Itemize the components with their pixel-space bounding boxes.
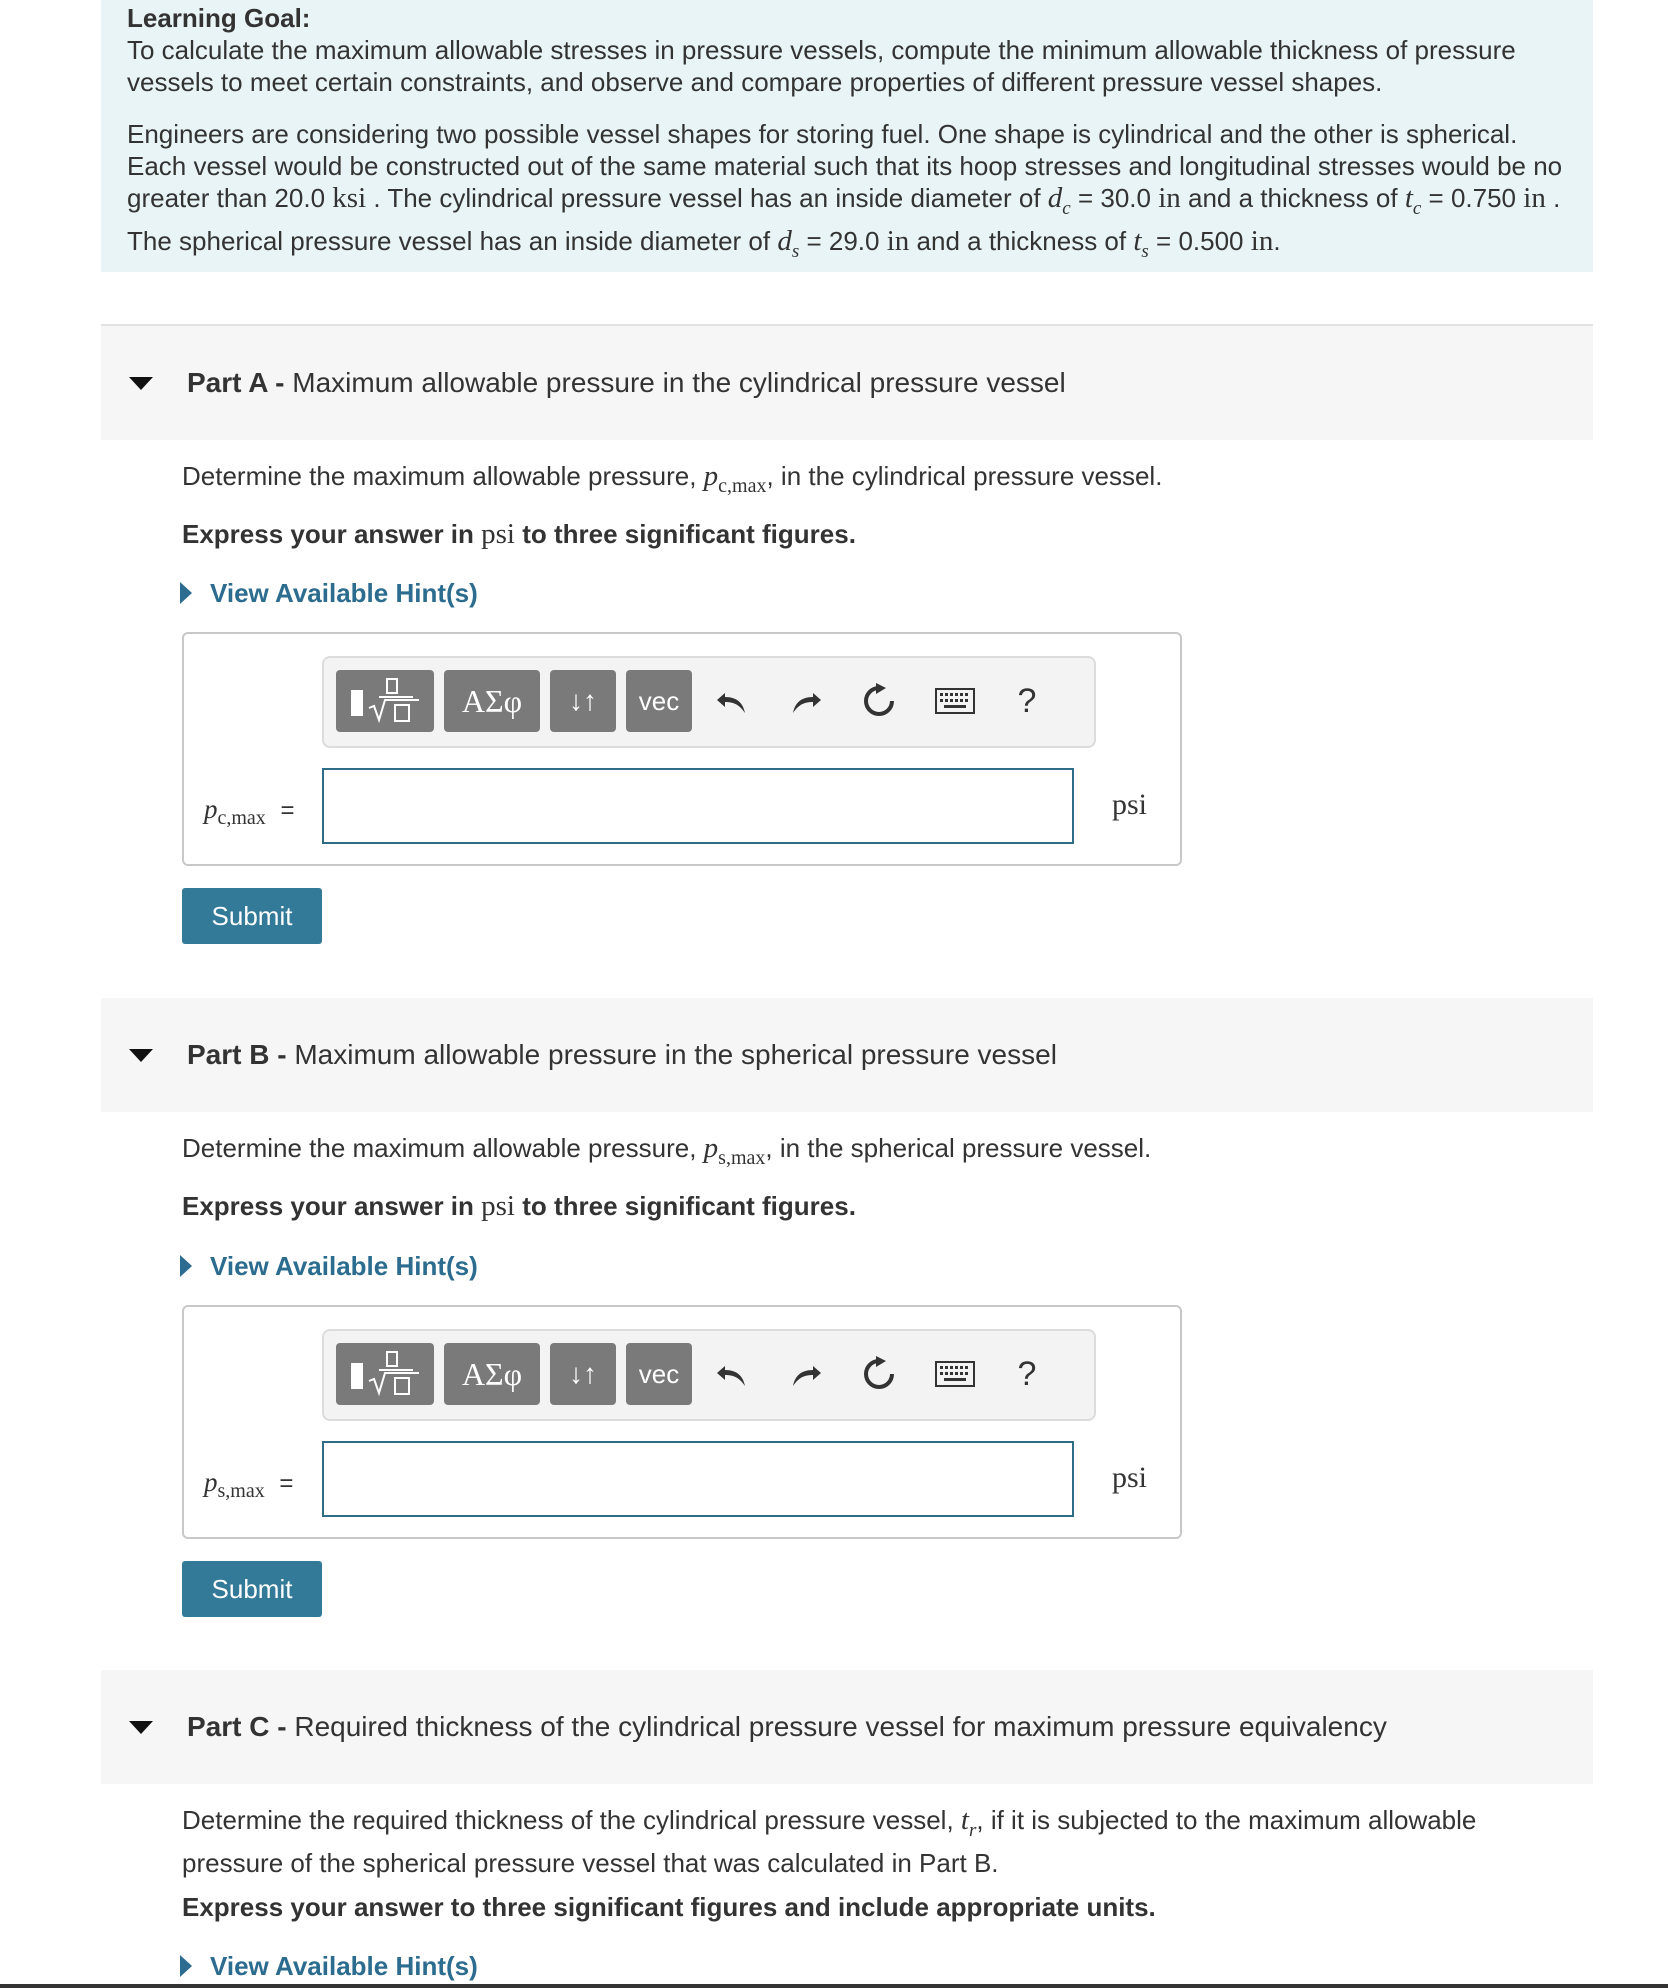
part-b-unit: psi <box>1112 1461 1148 1494</box>
undo-button[interactable] <box>706 1347 760 1401</box>
problem-text-10: . <box>1273 225 1281 256</box>
part-b-variable-label <box>204 1467 293 1503</box>
unit-in-1: in <box>1158 182 1181 214</box>
fraction-sqrt-icon <box>343 676 427 726</box>
part-c-question-var-sub: r <box>968 1819 977 1841</box>
part-a-header[interactable] <box>101 326 1593 440</box>
part-a-hint-label: View Available Hint(s) <box>210 578 478 608</box>
reset-icon <box>860 682 898 720</box>
part-b-submit-button[interactable]: Submit <box>182 1561 322 1617</box>
problem-text-5: = 0.750 <box>1428 183 1517 213</box>
part-a-title <box>187 367 1066 399</box>
part-a-question-pre: Determine the maximum allowable pressure, <box>182 461 697 491</box>
part-b-instructions-unit: psi <box>481 1190 515 1222</box>
part-c-question <box>182 1804 1476 1879</box>
undo-icon <box>715 1356 751 1392</box>
var-ts-sub: s <box>1141 240 1149 262</box>
part-b-view-hints-link[interactable] <box>180 1251 478 1282</box>
keyboard-icon <box>935 1361 975 1387</box>
part-a-submit-button[interactable]: Submit <box>182 888 322 944</box>
part-a-answer-input[interactable] <box>322 768 1074 844</box>
part-c-question-pre: Determine the required thickness of the cylindrical pressure vessel, <box>182 1805 954 1835</box>
part-b-header[interactable] <box>101 998 1593 1112</box>
part-a-instructions <box>182 518 856 551</box>
keyboard-button[interactable] <box>928 674 982 728</box>
redo-button[interactable] <box>778 1347 832 1401</box>
var-ds <box>777 224 800 262</box>
keyboard-button[interactable] <box>928 1347 982 1401</box>
expand-triangle-icon <box>180 1955 192 1977</box>
part-b-answer-input[interactable] <box>322 1441 1074 1517</box>
var-tc-sub: c <box>1412 197 1422 219</box>
subscript-superscript-button[interactable]: ↓↑ <box>550 1343 616 1405</box>
unit-in-3: in <box>886 224 910 257</box>
help-button[interactable]: ? <box>1017 1354 1037 1393</box>
var-tc-letter: t <box>1404 182 1413 214</box>
problem-text-3: = 30.0 <box>1077 183 1151 213</box>
unit-in-4: in <box>1250 224 1274 257</box>
collapse-triangle-icon[interactable] <box>129 1049 153 1062</box>
part-a-var-sub: c,max <box>217 806 266 829</box>
part-a-instructions-pre: Express your answer in <box>182 519 474 549</box>
problem-text-1: Engineers are considering two possible vessel shapes for storing fuel. One shape is cylindrical and the other is spherical. Each vessel would be constructed out of the same material such that its hoop stresses and longitudinal stresses would be no greater than 20.0 <box>127 119 1563 213</box>
part-c-title-text: Required thickness of the cylindrical pressure vessel for maximum pressure equivalency <box>294 1711 1387 1742</box>
undo-button[interactable] <box>706 674 760 728</box>
part-b-equals: = <box>279 1470 294 1497</box>
greek-symbols-button[interactable]: ΑΣφ <box>444 1343 540 1405</box>
part-a-variable-label <box>204 794 295 830</box>
part-b-title-text: Maximum allowable pressure in the spherical pressure vessel <box>294 1039 1057 1070</box>
part-c-question-line2: pressure of the spherical pressure vessel that was calculated in Part B. <box>182 1847 999 1878</box>
learning-goal-title: Learning Goal: <box>127 3 311 33</box>
part-c-title <box>187 1711 1387 1743</box>
collapse-triangle-icon[interactable] <box>129 1721 153 1734</box>
problem-text-6: . The spherical pressure vessel has an inside diameter of <box>127 183 1561 256</box>
part-c-hint-label: View Available Hint(s) <box>210 1951 478 1981</box>
collapse-triangle-icon[interactable] <box>129 377 153 390</box>
part-b-question-post: , in the spherical pressure vessel. <box>765 1133 1152 1163</box>
part-b-question-pre: Determine the maximum allowable pressure, <box>182 1133 697 1163</box>
part-a-answer-box <box>182 632 1182 866</box>
part-a-instructions-post: to three significant figures. <box>522 519 856 549</box>
problem-text-9: = 0.500 <box>1156 225 1244 256</box>
expand-triangle-icon <box>180 1255 192 1277</box>
part-b-hint-label: View Available Hint(s) <box>210 1251 478 1281</box>
part-a-question-var <box>703 460 767 497</box>
part-c-header[interactable] <box>101 1670 1593 1784</box>
part-a-question-post: , in the cylindrical pressure vessel. <box>766 461 1163 491</box>
expand-triangle-icon <box>180 582 192 604</box>
var-tc <box>1404 182 1422 219</box>
part-b-question-var-letter: p <box>703 1132 719 1164</box>
learning-goal-panel <box>101 0 1593 272</box>
var-ts-letter: t <box>1133 224 1142 257</box>
redo-icon <box>787 1356 823 1392</box>
part-a-equals: = <box>280 797 295 824</box>
problem-text-7: = 29.0 <box>806 225 880 256</box>
reset-button[interactable] <box>852 674 906 728</box>
part-b-instructions <box>182 1190 856 1223</box>
part-a-question-var-sub: c,max <box>718 474 767 497</box>
part-b-answer-box <box>182 1305 1182 1539</box>
reset-icon <box>860 1355 898 1393</box>
part-a-var-letter: p <box>204 794 218 824</box>
part-a-question-var-letter: p <box>703 460 719 492</box>
problem-text-4: and a thickness of <box>1188 183 1398 213</box>
part-c-view-hints-link[interactable] <box>180 1951 478 1982</box>
problem-text-2: . The cylindrical pressure vessel has an inside diameter of <box>373 183 1041 213</box>
var-ds-letter: d <box>777 224 792 257</box>
part-a-title-text: Maximum allowable pressure in the cylindrical pressure vessel <box>292 367 1066 398</box>
part-c-label: Part C - <box>187 1711 287 1742</box>
redo-button[interactable] <box>778 674 832 728</box>
fraction-sqrt-icon <box>343 1349 427 1399</box>
var-ds-sub: s <box>791 240 800 262</box>
part-c-instructions: Express your answer to three significant figures and include appropriate units. <box>182 1892 1156 1922</box>
part-b-question-var <box>703 1132 766 1169</box>
var-dc-letter: d <box>1047 182 1063 214</box>
templates-button[interactable] <box>336 670 434 732</box>
part-a-instructions-unit: psi <box>481 518 515 550</box>
part-a-question <box>182 460 1162 502</box>
part-c-question-var <box>960 1804 977 1841</box>
var-dc-sub: c <box>1062 197 1071 219</box>
part-b-var-sub: s,max <box>217 1479 265 1502</box>
var-dc <box>1047 182 1071 219</box>
window-bottom-edge <box>0 1984 1668 1988</box>
part-a-unit: psi <box>1112 788 1148 821</box>
unit-in-2: in <box>1523 182 1546 214</box>
part-a-label: Part A - <box>187 367 285 398</box>
vector-button[interactable]: vec <box>626 1343 692 1405</box>
reset-button[interactable] <box>852 1347 906 1401</box>
part-b-instructions-post: to three significant figures. <box>522 1191 856 1221</box>
keyboard-icon <box>935 688 975 714</box>
redo-icon <box>787 683 823 719</box>
undo-icon <box>715 683 751 719</box>
part-b-instructions-pre: Express your answer in <box>182 1191 474 1221</box>
part-b-question-var-sub: s,max <box>718 1146 766 1169</box>
part-a-view-hints-link[interactable] <box>180 578 478 609</box>
problem-statement <box>127 118 1567 268</box>
help-button[interactable]: ? <box>1017 681 1037 720</box>
part-c-question-var-letter: t <box>960 1804 969 1836</box>
greek-symbols-button[interactable]: ΑΣφ <box>444 670 540 732</box>
vector-button[interactable]: vec <box>626 670 692 732</box>
part-b-question <box>182 1132 1151 1174</box>
unit-ksi: ksi <box>332 182 367 214</box>
templates-button[interactable] <box>336 1343 434 1405</box>
subscript-superscript-button[interactable]: ↓↑ <box>550 670 616 732</box>
var-ts <box>1133 224 1149 262</box>
problem-text-8: and a thickness of <box>916 225 1127 256</box>
math-toolbar <box>322 656 1096 748</box>
part-b-title <box>187 1039 1057 1071</box>
part-b-var-letter: p <box>204 1467 218 1497</box>
math-toolbar <box>322 1329 1096 1421</box>
part-c-question-post: , if it is subjected to the maximum allowable <box>976 1805 1477 1835</box>
learning-goal-text: To calculate the maximum allowable stresses in pressure vessels, compute the minimum allowable thickness of pressure vessels to meet certain constraints, and observe and compare properties of different pressure vessel shapes. <box>127 35 1516 97</box>
part-b-label: Part B - <box>187 1039 287 1070</box>
